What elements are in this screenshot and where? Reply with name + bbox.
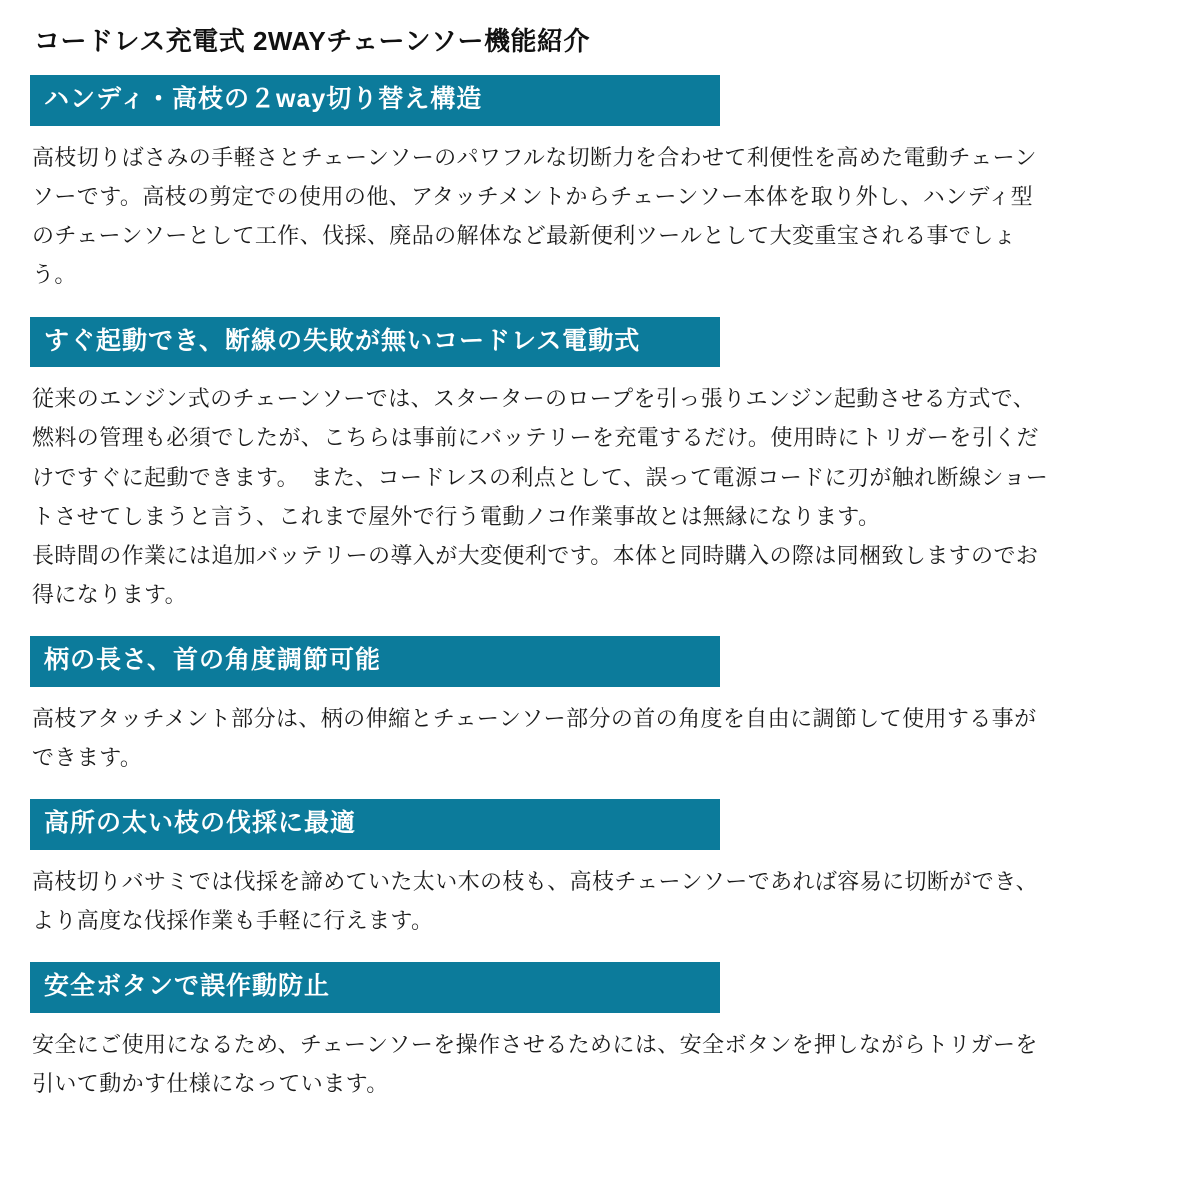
page-title: コードレス充電式 2WAYチェーンソー機能紹介 xyxy=(34,26,590,56)
feature-section-5 xyxy=(30,962,1170,1103)
section-paragraph: 高枝切りバサミでは伐採を諦めていた太い木の枝も、高枝チェーンソーであれば容易に切断ができ、より高度な伐採作業も手軽に行えます。 xyxy=(32,869,1039,934)
section-heading-4: 高所の太い枝の伐採に最適 xyxy=(30,799,720,850)
section-heading-5: 安全ボタンで誤作動防止 xyxy=(30,962,720,1013)
section-body-3 xyxy=(30,699,1052,777)
section-heading-1: ハンディ・高枝の２way切り替え構造 xyxy=(30,75,720,126)
section-body-5 xyxy=(30,1025,1052,1103)
section-paragraph: 高枝切りばさみの手軽さとチェーンソーのパワフルな切断力を合わせて利便性を高めた電動チェーンソーです。高枝の剪定での使用の他、アタッチメントからチェーンソー本体を取り外し、ハンディ型のチェーンソーとして工作、伐採、廃品の解体など最新便利ツールとして大変重宝される事でしょう。 xyxy=(32,144,1037,288)
feature-section-4 xyxy=(30,799,1170,940)
section-paragraph: 安全にご使用になるため、チェーンソーを操作させるためには、安全ボタンを押しながらトリガーを引いて動かす仕様になっています。 xyxy=(32,1032,1038,1097)
feature-section-1 xyxy=(30,75,1170,294)
section-heading-3: 柄の長さ、首の角度調節可能 xyxy=(30,636,720,687)
section-paragraph: 高枝アタッチメント部分は、柄の伸縮とチェーンソー部分の首の角度を自由に調節して使用する事ができます。 xyxy=(32,706,1037,771)
section-paragraph: 長時間の作業には追加バッテリーの導入が大変便利です。本体と同時購入の際は同梱致しますのでお得になります。 xyxy=(32,542,1039,608)
section-body-4 xyxy=(30,862,1052,940)
feature-section-3 xyxy=(30,636,1170,777)
section-body-1 xyxy=(30,138,1052,295)
feature-section-2 xyxy=(30,317,1170,615)
section-paragraph: 従来のエンジン式のチェーンソーでは、スターターのロープを引っ張りエンジン起動させる方式で、燃料の管理も必須でしたが、こちらは事前にバッテリーを充電するだけ。使用時にトリガーを引くだけですぐに起動できます。 また、コードレスの利点として、誤って電源コードに刃が触れ断線ショートさせてしまうと言う、これまで屋外で行う電動ノコ作業事故とは無縁になります。 xyxy=(32,386,1049,529)
section-heading-2: すぐ起動でき、断線の失敗が無いコードレス電動式 xyxy=(30,317,720,368)
section-body-2 xyxy=(30,379,1052,614)
